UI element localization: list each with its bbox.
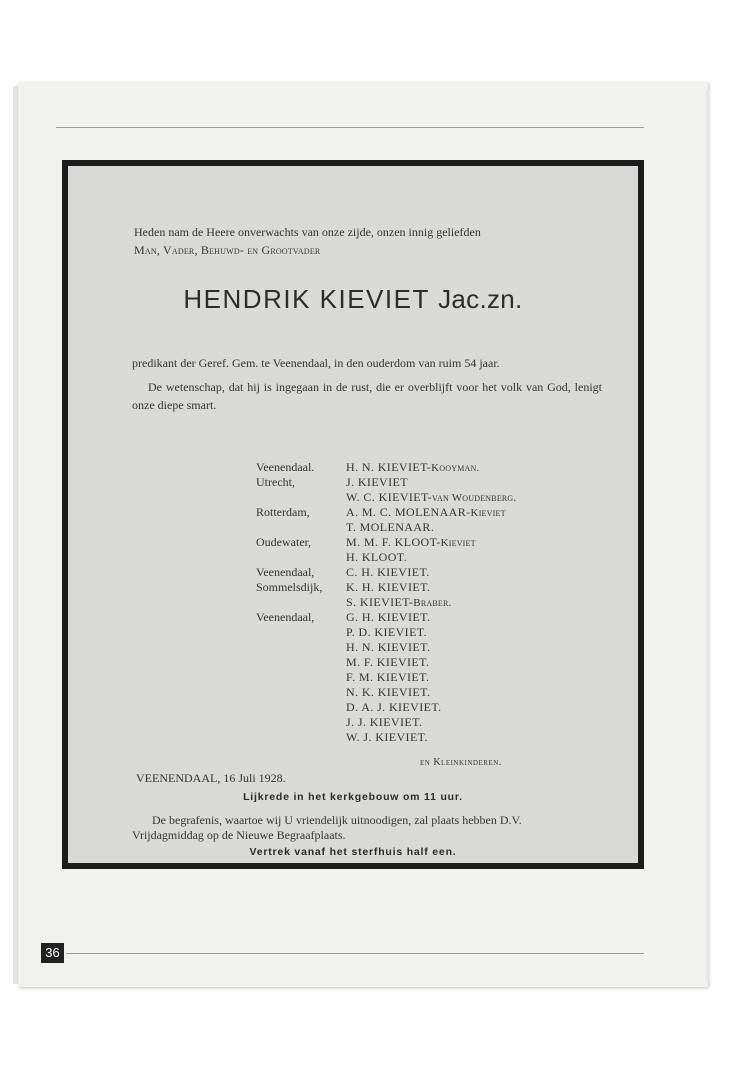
occupation-paragraph: predikant der Geref. Gem. te Veenendaal, in den ouderdom van ruim 54 jaar. — [132, 356, 500, 370]
family-row — [256, 475, 516, 490]
top-rule — [56, 127, 644, 128]
family-member: M. M. F. KLOOT-Kieviet — [346, 535, 476, 549]
family-member: H. KLOOT. — [346, 550, 408, 564]
family-place — [256, 655, 346, 670]
family-row — [256, 595, 516, 610]
family-row — [256, 490, 516, 505]
family-member: H. N. KIEVIET. — [346, 640, 431, 654]
family-member: M. F. KIEVIET. — [346, 655, 430, 669]
family-place: Veenendaal, — [256, 565, 315, 579]
funeral-line-2: Vrijdagmiddag op de Nieuwe Begraafplaats. — [132, 828, 346, 842]
intro-line-1: Heden nam de Heere onverwachts van onze zijde, onzen innig geliefden — [134, 225, 481, 239]
funeral-announcement — [132, 813, 572, 843]
family-member: W. C. KIEVIET-van Woudenberg. — [346, 490, 517, 504]
intro-text — [134, 223, 584, 259]
family-row — [256, 520, 516, 535]
family-place — [256, 490, 346, 505]
family-row — [256, 715, 516, 730]
family-row — [256, 625, 516, 640]
departure-announcement: Vertrek vanaf het sterfhuis half een. — [249, 846, 457, 858]
deceased-name — [68, 284, 638, 315]
family-member: P. D. KIEVIET. — [346, 625, 428, 639]
family-member: J. KIEVIET — [346, 475, 408, 489]
family-member: A. M. C. MOLENAAR-Kieviet — [346, 505, 506, 519]
family-place: Veenendaal. — [256, 460, 315, 474]
family-row — [256, 730, 516, 745]
family-place — [256, 550, 346, 565]
death-notice — [62, 160, 644, 869]
family-member: K. H. KIEVIET. — [346, 580, 431, 594]
family-member: N. K. KIEVIET. — [346, 685, 431, 699]
family-row — [256, 700, 516, 715]
family-place: Oudewater, — [256, 535, 312, 549]
family-member: J. J. KIEVIET. — [346, 715, 423, 729]
family-place — [256, 715, 346, 730]
family-row — [256, 505, 516, 520]
family-place — [256, 685, 346, 700]
family-row — [256, 640, 516, 655]
family-member: H. N. KIEVIET-Kooyman. — [346, 460, 480, 474]
family-row — [256, 610, 516, 625]
family-place — [256, 625, 346, 640]
family-row — [256, 580, 516, 595]
family-row — [256, 685, 516, 700]
family-place — [256, 700, 346, 715]
family-member: G. H. KIEVIET. — [346, 610, 431, 624]
family-member: T. MOLENAAR. — [346, 520, 435, 534]
bottom-rule — [66, 953, 644, 954]
family-row — [256, 670, 516, 685]
family-row — [256, 565, 516, 580]
family-place — [256, 730, 346, 745]
grandchildren-line: en Kleinkinderen. — [420, 757, 502, 768]
family-member: W. J. KIEVIET. — [346, 730, 428, 744]
consolation-paragraph: De wetenschap, dat hij is ingegaan in de rust, die er overblijft voor het volk van God, lenigt onze diepe smart. — [132, 380, 602, 412]
family-place: Veenendaal, — [256, 610, 315, 624]
family-place — [256, 520, 346, 535]
family-row — [256, 460, 516, 475]
family-place: Rotterdam, — [256, 505, 310, 519]
dateline: VEENENDAAL, 16 Juli 1928. — [136, 771, 286, 785]
sermon-announcement: Lijkrede in het kerkgebouw om 11 uur. — [243, 791, 463, 803]
family-member: S. KIEVIET-Braber. — [346, 595, 452, 609]
page-number: 36 — [41, 943, 64, 963]
family-row — [256, 655, 516, 670]
family-row — [256, 550, 516, 565]
intro-line-2: Man, Vader, Behuwd- en Grootvader — [134, 243, 321, 257]
family-list — [256, 460, 516, 745]
family-row — [256, 535, 516, 550]
deceased-name-main: HENDRIK KIEVIET — [183, 284, 430, 314]
family-member: C. H. KIEVIET. — [346, 565, 430, 579]
deceased-name-suffix: Jac.zn. — [438, 284, 523, 314]
family-place: Utrecht, — [256, 475, 295, 489]
family-member: D. A. J. KIEVIET. — [346, 700, 442, 714]
family-place — [256, 640, 346, 655]
family-place: Sommelsdijk, — [256, 580, 323, 594]
family-place — [256, 595, 346, 610]
funeral-line-1: De begrafenis, waartoe wij U vriendelijk uitnoodigen, zal plaats hebben D.V. — [152, 813, 522, 827]
page-edge-right — [706, 90, 710, 980]
family-member: F. M. KIEVIET. — [346, 670, 430, 684]
family-place — [256, 670, 346, 685]
